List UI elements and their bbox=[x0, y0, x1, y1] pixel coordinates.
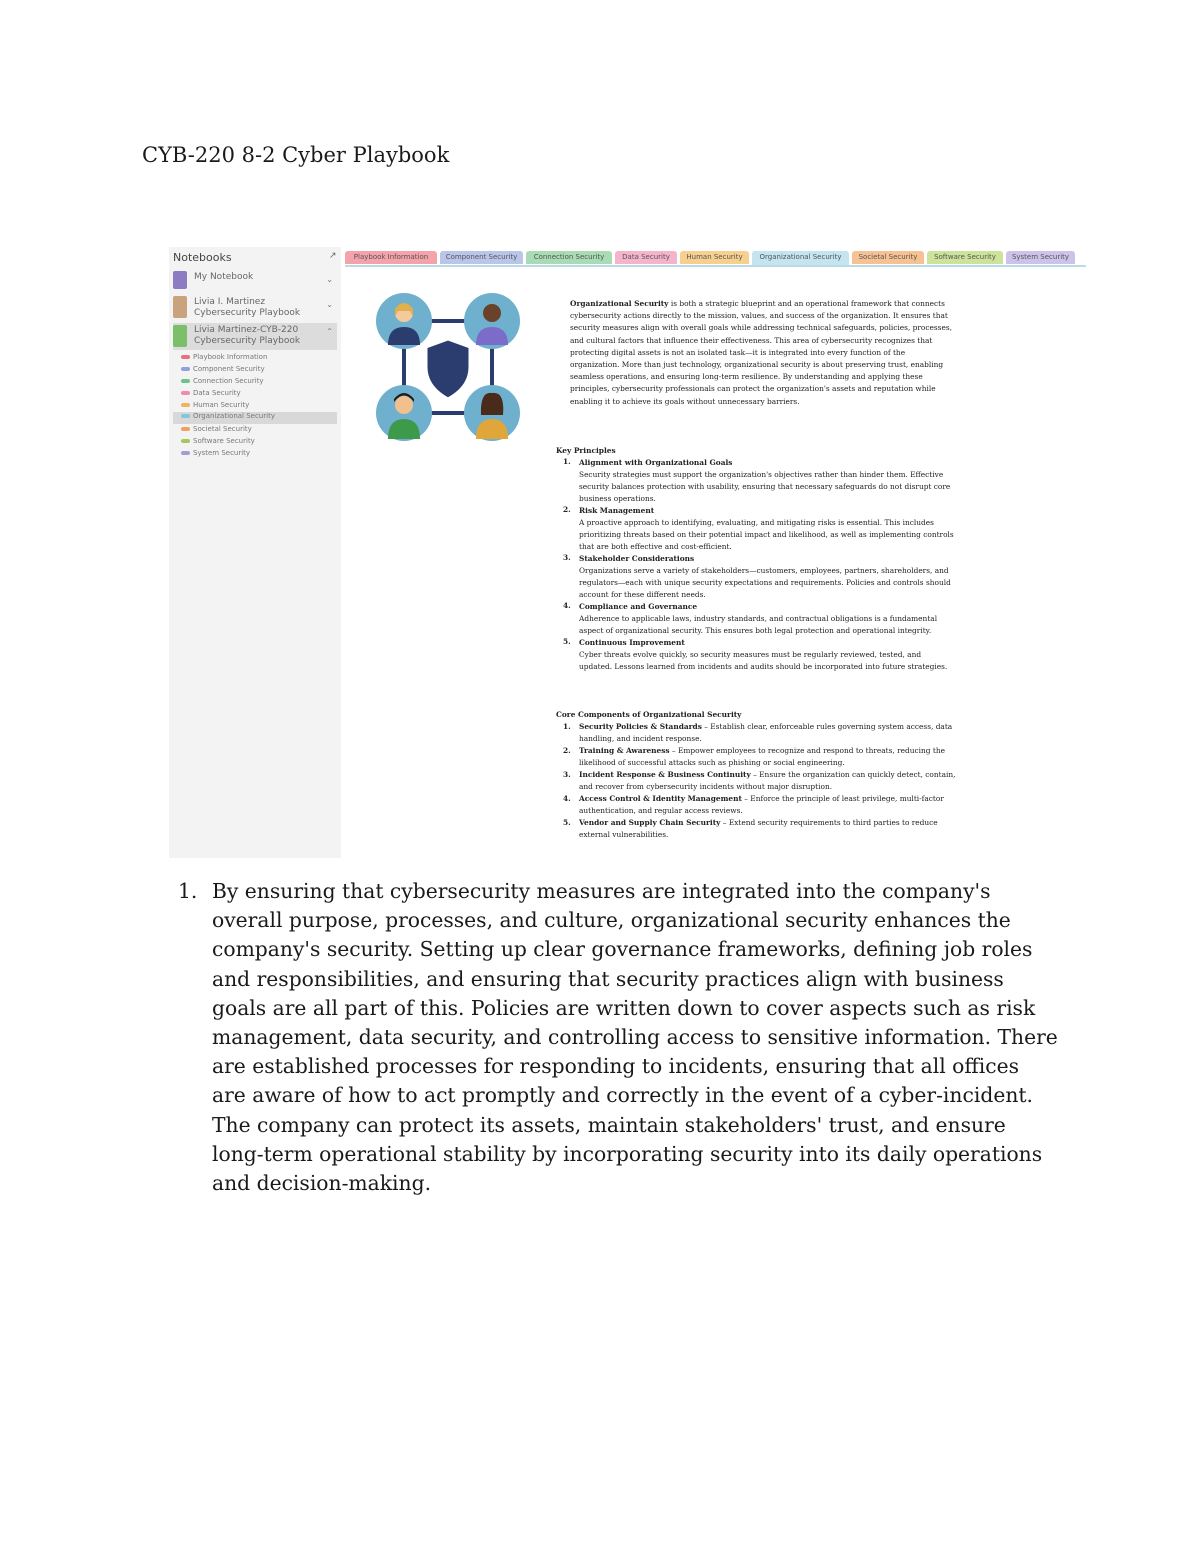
core-components bbox=[556, 709, 956, 841]
notebook-label: Livia Martinez-CYB-220 Cybersecurity Playbook bbox=[194, 325, 301, 346]
item-title: Risk Management bbox=[579, 506, 655, 515]
section-playbook-information[interactable] bbox=[181, 353, 267, 361]
list-item bbox=[556, 553, 956, 601]
tab-data-security[interactable]: Data Security bbox=[615, 251, 677, 264]
notebook-label: My Notebook bbox=[194, 272, 254, 282]
tab-organizational-security[interactable]: Organizational Security bbox=[752, 251, 849, 265]
item-number: 1. bbox=[563, 722, 571, 731]
tab-component-security[interactable]: Component Security bbox=[440, 251, 523, 264]
item-number: 4. bbox=[563, 794, 571, 803]
item-description: – Establish clear, enforceable rules governing system access, data handling, and incident response. bbox=[579, 722, 953, 743]
tab-connection-security[interactable]: Connection Security bbox=[526, 251, 612, 264]
section-label: System Security bbox=[193, 449, 251, 457]
section-data-security[interactable] bbox=[181, 389, 241, 397]
tab-societal-security[interactable]: Societal Security bbox=[852, 251, 924, 264]
item-description: A proactive approach to identifying, evaluating, and mitigating risks is essential. This includes prioritizing threats based on their potential impact and likelihood, as well as implementing controls that are both effective and cost-efficient. bbox=[579, 518, 954, 551]
item-description: – Enforce the principle of least privilege, multi-factor authentication, and regular access reviews. bbox=[579, 794, 944, 815]
section-label: Data Security bbox=[193, 389, 241, 397]
list-item bbox=[556, 457, 956, 505]
organization-people-shield-illustration bbox=[374, 287, 524, 442]
item-number: 4. bbox=[563, 601, 571, 610]
item-title: Access Control & Identity Management bbox=[579, 794, 742, 803]
list-item bbox=[556, 793, 956, 817]
section-component-security[interactable] bbox=[181, 365, 265, 373]
list-item bbox=[556, 721, 956, 745]
list-item bbox=[556, 601, 956, 637]
tab-playbook-information[interactable]: Playbook Information bbox=[345, 251, 437, 264]
section-label: Software Security bbox=[193, 437, 255, 445]
item-title: Security Policies & Standards bbox=[579, 722, 702, 731]
list-item bbox=[556, 745, 956, 769]
section-human-security[interactable] bbox=[181, 401, 249, 409]
notebook-label: Livia I. Martinez Cybersecurity Playbook bbox=[194, 297, 301, 318]
section-connection-security[interactable] bbox=[181, 377, 264, 385]
notebook-icon bbox=[173, 325, 187, 347]
item-title: Alignment with Organizational Goals bbox=[579, 458, 733, 467]
chevron-up-icon[interactable]: ⌃ bbox=[326, 327, 333, 336]
item-number: 5. bbox=[563, 637, 571, 646]
notebook-icon bbox=[173, 271, 187, 289]
pin-icon[interactable]: ↗ bbox=[329, 251, 337, 261]
organizational-security-intro bbox=[570, 298, 955, 408]
section-label: Playbook Information bbox=[193, 353, 268, 361]
core-components-title: Core Components of Organizational Security bbox=[556, 710, 742, 719]
item-title: Vendor and Supply Chain Security bbox=[579, 818, 721, 827]
item-description: – Ensure the organization can quickly detect, contain, and recover from cybersecurity incidents without major disruption. bbox=[579, 770, 956, 791]
paragraph-number: 1. bbox=[178, 879, 198, 903]
section-label: Organizational Security bbox=[193, 412, 275, 420]
key-principles-title: Key Principles bbox=[556, 446, 616, 455]
list-item bbox=[556, 817, 956, 841]
notebook-martinez-playbook[interactable] bbox=[173, 296, 337, 321]
item-title: Compliance and Governance bbox=[579, 602, 698, 611]
notebook-icon bbox=[173, 296, 187, 318]
list-item bbox=[556, 505, 956, 553]
section-label: Human Security bbox=[193, 401, 250, 409]
chevron-down-icon[interactable]: ⌄ bbox=[326, 300, 333, 309]
notebook-my-notebook[interactable] bbox=[173, 271, 337, 291]
item-title: Training & Awareness bbox=[579, 746, 670, 755]
section-software-security[interactable] bbox=[181, 437, 255, 445]
item-title: Stakeholder Considerations bbox=[579, 554, 695, 563]
tab-human-security[interactable]: Human Security bbox=[680, 251, 749, 264]
item-number: 2. bbox=[563, 505, 571, 514]
item-description: Cyber threats evolve quickly, so security measures must be regularly reviewed, tested, and updated. Lessons learned from incidents and audits should be incorporated into future strategies. bbox=[579, 650, 948, 671]
item-description: Adherence to applicable laws, industry standards, and contractual obligations is a fundamental aspect of organizational security. This ensures both legal protection and operational integrity. bbox=[579, 614, 938, 635]
item-number: 3. bbox=[563, 770, 571, 779]
item-description: – Extend security requirements to third parties to reduce external vulnerabilities. bbox=[579, 818, 938, 839]
key-principles bbox=[556, 445, 956, 673]
sidebar-heading: Notebooks bbox=[173, 251, 232, 264]
section-organizational-security[interactable] bbox=[173, 412, 337, 424]
tab-underline bbox=[345, 265, 1086, 267]
intro-body: is both a strategic blueprint and an operational framework that connects cybersecurity actions directly to the mission, values, and success of the organization. It ensures that security measures align with overall goals while addressing technical safeguards, policies, processes, and cultural factors that influence their effectiveness. This area of cybersecurity recognizes that protecting digital assets is not an isolated task—it is integrated into every function of the organization. More than just technology, organizational security is about preserving trust, enabling seamless operations, and ensuring long-term resilience. By understanding and applying these principles, cybersecurity professionals can protect the organization's assets and reputation while enabling it to achieve its goals without unnecessary barriers. bbox=[570, 299, 952, 406]
list-item bbox=[556, 637, 956, 673]
list-item bbox=[556, 769, 956, 793]
item-title: Incident Response & Business Continuity bbox=[579, 770, 751, 779]
section-tabs bbox=[345, 251, 1086, 265]
section-label: Connection Security bbox=[193, 377, 264, 385]
onenote-screenshot bbox=[169, 247, 1086, 858]
item-title: Continuous Improvement bbox=[579, 638, 685, 647]
tab-software-security[interactable]: Software Security bbox=[927, 251, 1003, 264]
section-societal-security[interactable] bbox=[181, 425, 252, 433]
section-label: Societal Security bbox=[193, 425, 252, 433]
item-number: 2. bbox=[563, 746, 571, 755]
notebook-cyb220-playbook[interactable] bbox=[173, 323, 337, 350]
notebooks-sidebar bbox=[169, 247, 341, 858]
item-number: 1. bbox=[563, 457, 571, 466]
item-description: Organizations serve a variety of stakeholders—customers, employees, partners, shareholders, and regulators—each with unique security expectations and requirements. Policies and controls should account for these different needs. bbox=[579, 566, 951, 599]
section-system-security[interactable] bbox=[181, 449, 250, 457]
document-title: CYB-220 8-2 Cyber Playbook bbox=[142, 143, 450, 167]
tab-system-security[interactable]: System Security bbox=[1006, 251, 1075, 264]
intro-lead: Organizational Security bbox=[570, 299, 669, 308]
section-label: Component Security bbox=[193, 365, 265, 373]
item-description: Security strategies must support the organization's objectives rather than hinder them. Effective security balances protection with usability, ensuring that necessary safeguards do not disrupt core business operations. bbox=[579, 470, 951, 503]
item-number: 3. bbox=[563, 553, 571, 562]
paragraph-text: By ensuring that cybersecurity measures are integrated into the company's overall purpose, processes, and culture, organizational security enhances the company's security. Setting up clear governance frameworks, defining job roles and responsibilities, and ensuring that security practices align with business goals are all part of this. Policies are written down to cover aspects such as risk management, data security, and controlling access to sensitive information. There are established processes for responding to incidents, ensuring that all offices are aware of how to act promptly and correctly in the event of a cyber-incident. The company can protect its assets, maintain stakeholders' trust, and ensure long-term operational stability by incorporating security into its daily operations and decision-making. bbox=[212, 879, 1058, 1196]
item-description: – Empower employees to recognize and respond to threats, reducing the likelihood of successful attacks such as phishing or social engineering. bbox=[579, 746, 945, 767]
chevron-down-icon[interactable]: ⌄ bbox=[326, 275, 333, 284]
item-number: 5. bbox=[563, 818, 571, 827]
